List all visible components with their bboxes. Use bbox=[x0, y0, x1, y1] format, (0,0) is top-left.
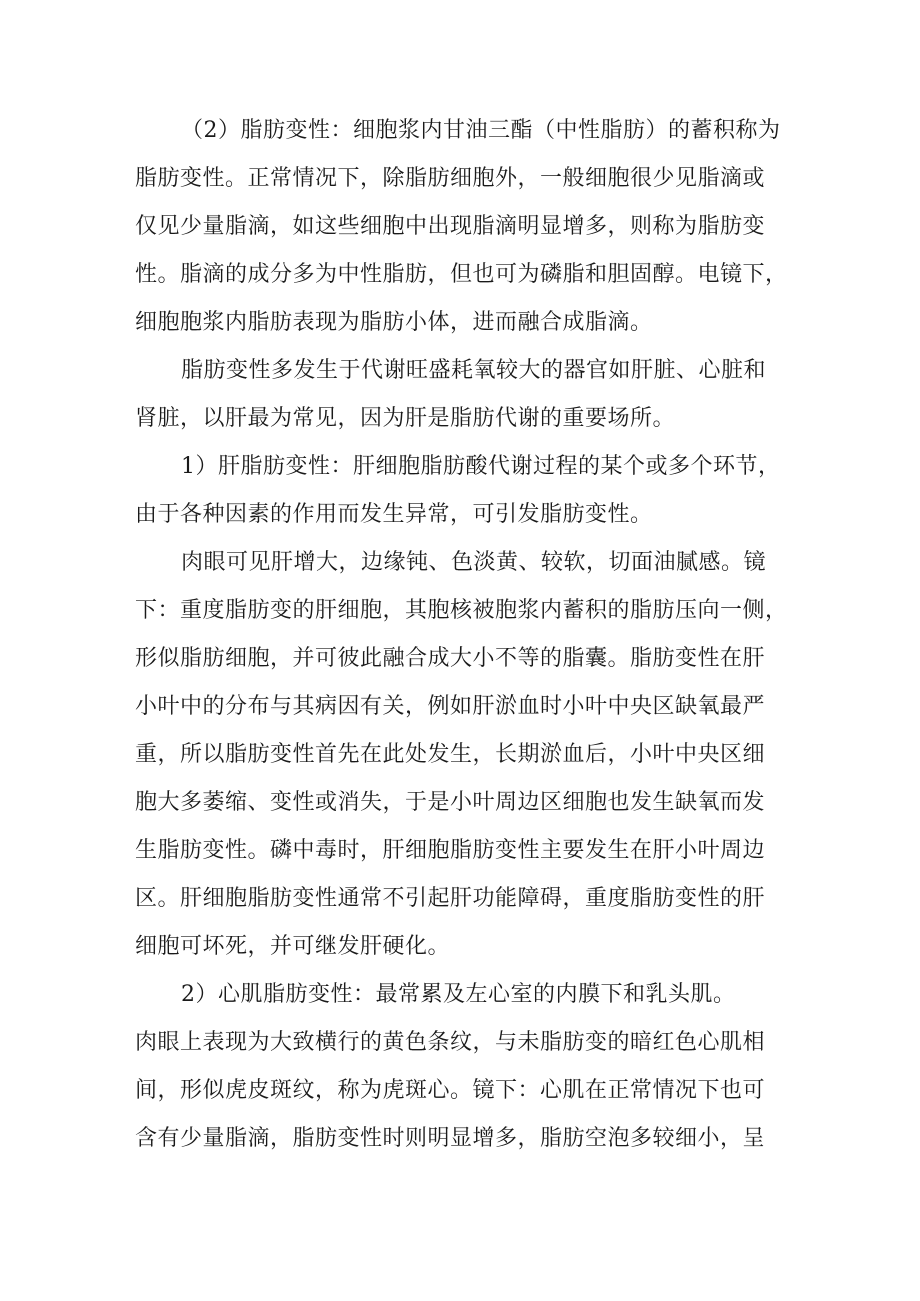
text-line: 脂肪变性多发生于代谢旺盛耗氧较大的器官如肝脏、心脏和 bbox=[181, 358, 767, 383]
text-line: 重，所以脂肪变性首先在此处发生，长期淤血后，小叶中央区细 bbox=[135, 742, 766, 767]
text-line: 细胞胞浆内脂肪表现为脂肪小体，进而融合成脂滴。 bbox=[135, 310, 653, 335]
text-line: 由于各种因素的作用而发生异常，可引发脂肪变性。 bbox=[135, 502, 653, 527]
text-line: （2）脂肪变性：细胞浆内甘油三酯（中性脂肪）的蓄积称为 bbox=[181, 118, 781, 143]
text-line: 2）心肌脂肪变性：最常累及左心室的内膜下和乳头肌。 bbox=[181, 982, 736, 1007]
text-line: 肉眼可见肝增大，边缘钝、色淡黄、较软，切面油腻感。镜 bbox=[181, 550, 767, 575]
text-line: 肉眼上表现为大致横行的黄色条纹，与未脂肪变的暗红色心肌相 bbox=[135, 1030, 766, 1055]
text-line: 脂肪变性。正常情况下，除脂肪细胞外，一般细胞很少见脂滴或 bbox=[135, 166, 766, 191]
text-line: 区。肝细胞脂肪变性通常不引起肝功能障碍，重度脂肪变性的肝 bbox=[135, 886, 766, 911]
text-line: 小叶中的分布与其病因有关，例如肝淤血时小叶中央区缺氧最严 bbox=[135, 694, 766, 719]
text-line: 生脂肪变性。磷中毒时，肝细胞脂肪变性主要发生在肝小叶周边 bbox=[135, 838, 766, 863]
text-line: 形似脂肪细胞，并可彼此融合成大小不等的脂囊。脂肪变性在肝 bbox=[135, 646, 766, 671]
text-line: 胞大多萎缩、变性或消失，于是小叶周边区细胞也发生缺氧而发 bbox=[135, 790, 766, 815]
text-line: 性。脂滴的成分多为中性脂肪，但也可为磷脂和胆固醇。电镜下， bbox=[135, 262, 788, 287]
text-line: 仅见少量脂滴，如这些细胞中出现脂滴明显增多，则称为脂肪变 bbox=[135, 214, 766, 239]
text-line: 肾脏，以肝最为常见，因为肝是脂肪代谢的重要场所。 bbox=[135, 406, 676, 431]
text-line: 细胞可坏死，并可继发肝硬化。 bbox=[135, 934, 451, 959]
text-line: 下：重度脂肪变的肝细胞，其胞核被胞浆内蓄积的脂肪压向一侧， bbox=[135, 598, 788, 623]
text-line: 含有少量脂滴，脂肪变性时则明显增多，脂肪空泡多较细小，呈 bbox=[135, 1126, 766, 1151]
text-line: 1）肝脂肪变性：肝细胞脂肪酸代谢过程的某个或多个环节， bbox=[181, 454, 781, 479]
text-line: 间，形似虎皮斑纹，称为虎斑心。镜下：心肌在正常情况下也可 bbox=[135, 1078, 766, 1103]
